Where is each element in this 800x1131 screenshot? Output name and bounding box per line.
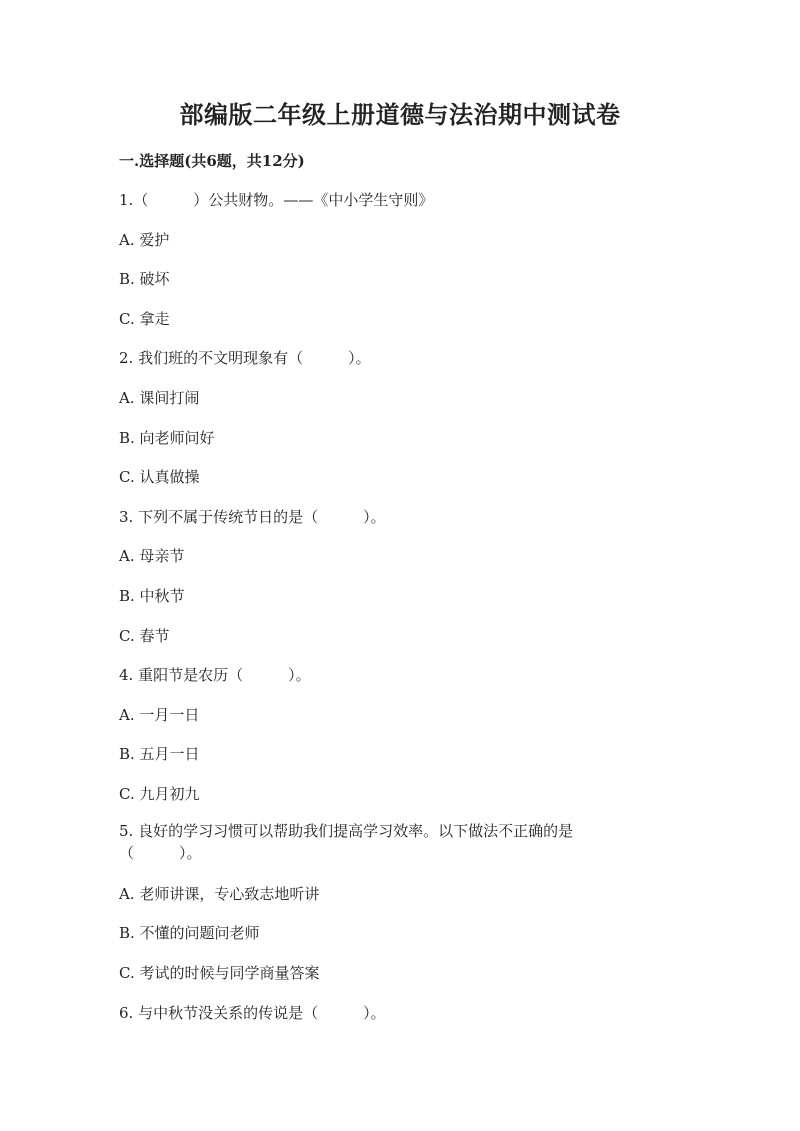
question-4-stem: 4. 重阳节是农历（ ）。 (119, 666, 311, 684)
question-3-option-c: C. 春节 (119, 627, 170, 645)
question-2-stem: 2. 我们班的不文明现象有（ ）。 (119, 349, 371, 367)
question-5-option-a: A. 老师讲课，专心致志地听讲 (119, 885, 320, 903)
question-4-option-c: C. 九月初九 (119, 785, 200, 803)
question-6-stem: 6. 与中秋节没关系的传说是（ ）。 (119, 1004, 386, 1022)
question-4-option-b: B. 五月一日 (119, 745, 200, 763)
question-3-option-a: A. 母亲节 (119, 547, 185, 565)
question-1-option-a: A. 爱护 (119, 231, 170, 249)
exam-title: 部编版二年级上册道德与法治期中测试卷 (179, 100, 621, 129)
question-1-stem: 1.（ ）公共财物。——《中小学生守则》 (119, 191, 434, 209)
question-2-option-b: B. 向老师问好 (119, 429, 215, 447)
question-5-stem: 5. 良好的学习习惯可以帮助我们提高学习效率。以下做法不正确的是（ ）。 (119, 822, 574, 862)
question-2-option-a: A. 课间打闹 (119, 389, 200, 407)
question-5-option-b: B. 不懂的问题问老师 (119, 924, 260, 942)
question-3-stem: 3. 下列不属于传统节日的是（ ）。 (119, 508, 386, 526)
question-2-option-c: C. 认真做操 (119, 468, 200, 486)
question-4-option-a: A. 一月一日 (119, 706, 200, 724)
question-5-option-c: C. 考试的时候与同学商量答案 (119, 964, 320, 982)
question-1-option-c: C. 拿走 (119, 310, 170, 328)
question-1-option-b: B. 破坏 (119, 270, 170, 288)
section-heading: 一.选择题(共6题，共12分) (119, 152, 305, 170)
question-3-option-b: B. 中秋节 (119, 587, 185, 605)
